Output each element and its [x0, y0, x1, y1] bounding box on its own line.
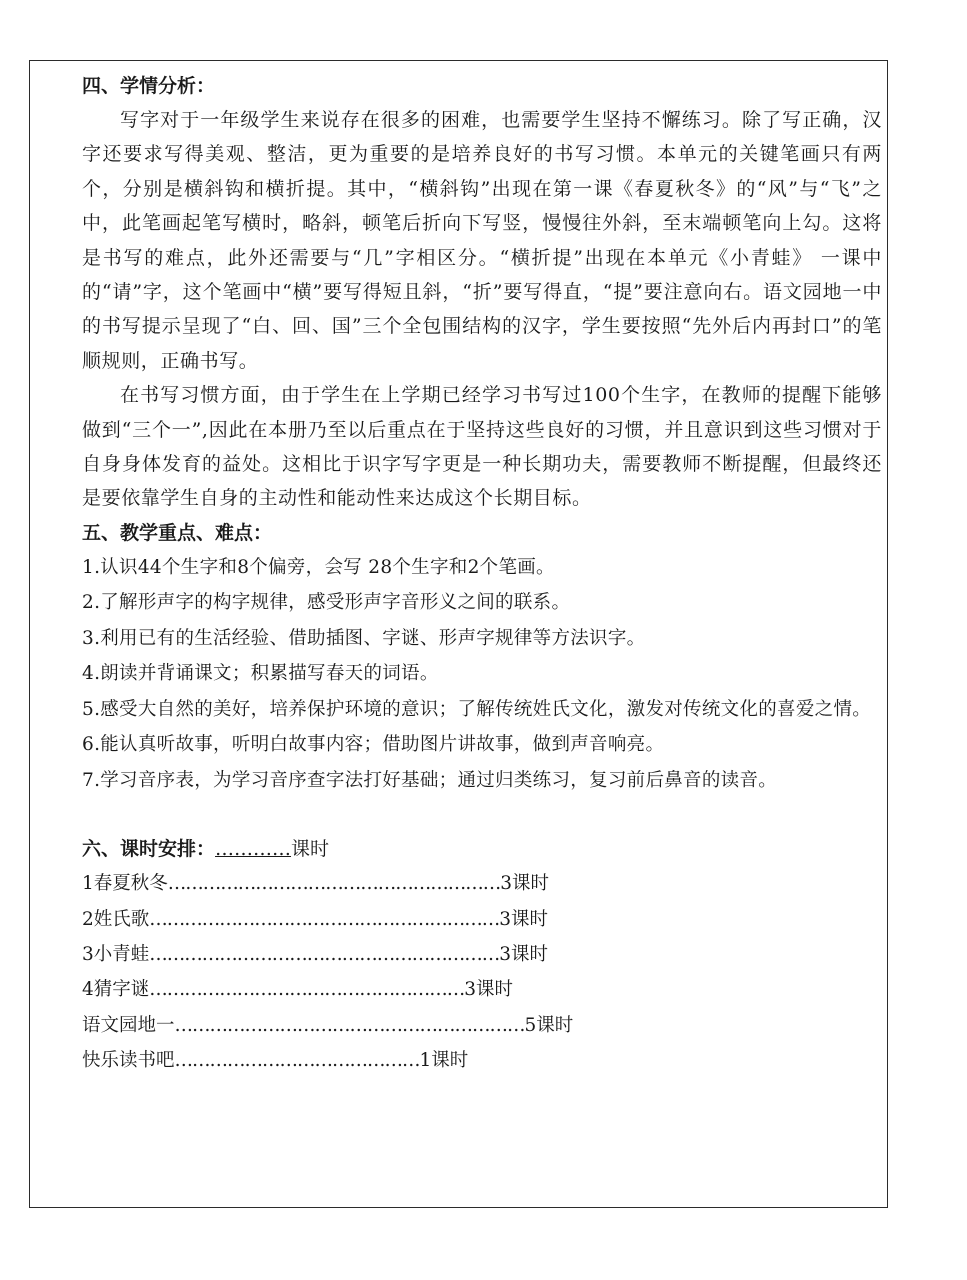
schedule-dot-leader: ……………………………………………………	[149, 943, 500, 965]
schedule-lesson-name: 快乐读书吧	[82, 1049, 175, 1071]
section-4-paragraph-2: 在书写习惯方面，由于学生在上学期已经学习书写过100个生字，在教师的提醒下能够做到“三个一”,因此在本册乃至以后重点在于坚持这些良好的习惯，并且意识到这些习惯对于自身身体发育的益处。这相比于识字写字更是一种长期功夫，需要教师不断提醒，但最终还是要依靠学生自身的主动性和能动性来达成这个长期目标。	[82, 384, 882, 510]
section-4-heading: 四、学情分析：	[82, 75, 216, 97]
schedule-row	[82, 1043, 882, 1078]
schedule-hours: 3课时	[500, 873, 550, 895]
section-4-paragraph-1: 写字对于一年级学生来说存在很多的困难，也需要学生坚持不懈练习。除了写正确，汉字还要求写得美观、整洁，更为重要的是培养良好的书写习惯。本单元的关键笔画只有两个，分别是横斜钩和横折提。其中，“横斜钩”出现在第一课《春夏秋冬》的“风”与“飞”之中，此笔画起笔写横时，略斜，顿笔后折向下写竖，慢慢往外斜，至末端顿笔向上勾。这将是书写的难点，此外还需要与“几”字相区分。“横折提”出现在本单元《小青蛙》 一课中的“请”字，这个笔画中“横”要写得短且斜，“折”要写得直，“提”要注意向右。语文园地一中的书写提示呈现了“白、回、国”三个全包围结构的汉字，学生要按照“先外后内再封口”的笔顺规则，正确书写。	[82, 109, 882, 372]
schedule-hours: 3课时	[499, 943, 549, 965]
section-5-heading: 五、教学重点、难点：	[82, 521, 273, 544]
section-6-heading	[82, 832, 882, 866]
schedule-hours: 3课时	[499, 908, 549, 930]
schedule-row	[82, 866, 882, 901]
goal-item-5: 5.感受大自然的美好，培养保护环境的意识；了解传统姓氏文化，激发对传统文化的喜爱之情。	[82, 698, 872, 720]
document-content	[82, 69, 882, 1078]
goal-item-3: 3.利用已有的生活经验、借助插图、字谜、形声字规律等方法识字。	[82, 627, 646, 649]
goal-item-4: 4.朗读并背诵课文；积累描写春天的词语。	[82, 663, 439, 685]
schedule-lesson-name: 1春夏秋冬	[82, 873, 168, 895]
schedule-dot-leader: ……………………………………	[174, 1049, 420, 1071]
schedule-dot-leader: ……………………………………………………	[174, 1014, 525, 1036]
schedule-dot-leader: ………………………………………………	[149, 979, 465, 1001]
schedule-row	[82, 902, 882, 937]
total-hours-unit: 课时	[291, 838, 330, 861]
schedule-dot-leader: …………………………………………………	[167, 873, 501, 895]
schedule-hours: 3课时	[464, 979, 514, 1001]
schedule-row	[82, 972, 882, 1007]
section-6-title: 六、课时安排：	[82, 838, 216, 861]
schedule-lesson-name: 语文园地一	[82, 1014, 175, 1036]
schedule-lesson-name: 4猜字谜	[82, 979, 150, 1001]
goal-item-2: 2.了解形声字的构字规律，感受形声字音形义之间的联系。	[82, 592, 571, 614]
schedule-dot-leader: ……………………………………………………	[149, 908, 500, 930]
schedule-hours: 5课时	[524, 1014, 574, 1036]
schedule-row	[82, 937, 882, 972]
schedule-lesson-name: 2姓氏歌	[82, 908, 150, 930]
goal-item-1: 1.认识44个生字和8个偏旁，会写 28个生字和2个笔画。	[82, 556, 555, 578]
schedule-lesson-name: 3小青蛙	[82, 943, 150, 965]
goal-item-7: 7.学习音序表，为学习音序查字法打好基础；通过归类练习，复习前后鼻音的读音。	[82, 769, 778, 791]
schedule-row	[82, 1008, 882, 1043]
document-frame	[29, 60, 888, 1208]
goal-item-6: 6.能认真听故事，听明白故事内容；借助图片讲故事，做到声音响亮。	[82, 734, 665, 756]
schedule-hours: 1课时	[419, 1049, 469, 1071]
total-hours-blank: …………	[215, 838, 292, 861]
